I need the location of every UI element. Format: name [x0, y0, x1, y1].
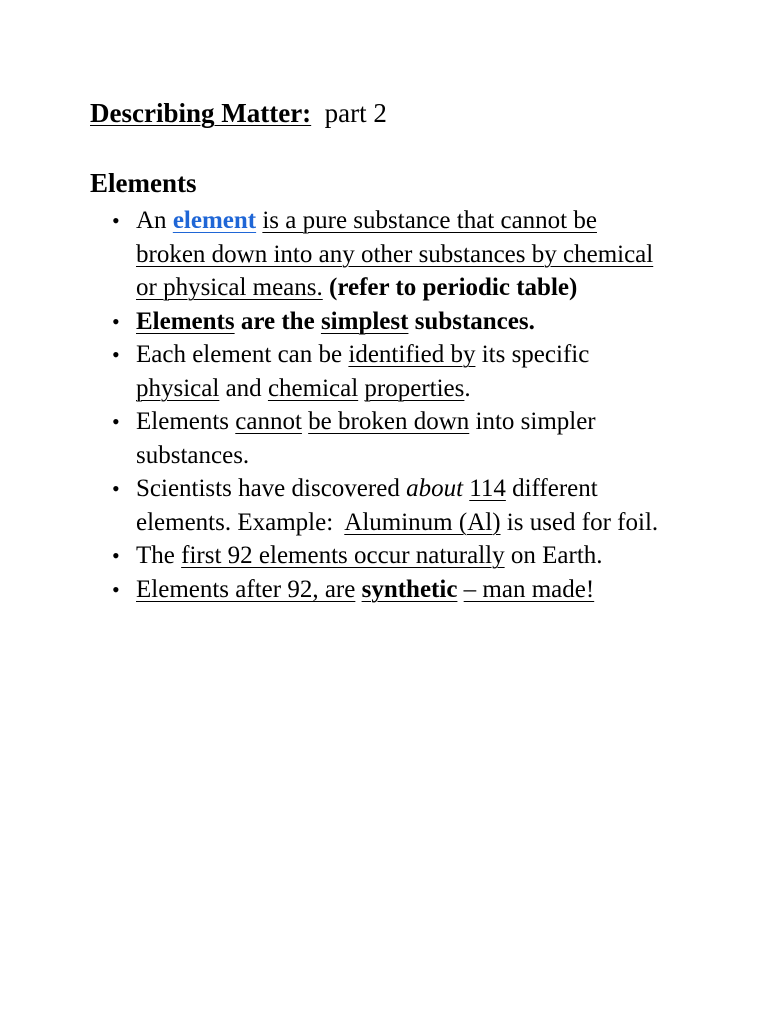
bullet-icon: •	[112, 576, 120, 602]
elements-bullet-list	[110, 204, 670, 606]
element-term-link[interactable]: element	[172, 207, 257, 234]
list-item: • An element is a pure substance that cannot be broken down into any other substances by chemical or physical means. (refer to periodic table)	[110, 204, 670, 305]
title-subtitle: part 2	[324, 98, 387, 128]
bullet-icon: •	[112, 476, 120, 501]
bullet-icon: •	[112, 208, 120, 233]
element-definition: is a pure substance that cannot be broken down into any other substances by chemical or physical means.	[136, 207, 654, 301]
periodic-table-note: (refer to periodic table)	[329, 274, 578, 301]
list-item: • The first 92 elements occur naturally on Earth.	[110, 539, 670, 573]
page-title	[90, 96, 387, 130]
bullet-icon: •	[112, 409, 120, 434]
list-item: • Scientists have discovered about 114 different elements. Example: Aluminum (Al) is used for foil.	[110, 472, 670, 539]
section-heading-elements: Elements	[90, 168, 197, 198]
list-item: • Each element can be identified by its specific physical and chemical properties.	[110, 338, 670, 405]
list-item: • Elements cannot be broken down into simpler substances.	[110, 405, 670, 472]
title-main: Describing Matter:	[90, 98, 312, 128]
bullet-icon: •	[112, 308, 120, 334]
bullet-icon: •	[112, 543, 120, 568]
list-item: • Elements are the simplest substances.	[110, 305, 670, 339]
list-item: • Elements after 92, are synthetic – man made!	[110, 573, 670, 607]
bullet-icon: •	[112, 342, 120, 367]
